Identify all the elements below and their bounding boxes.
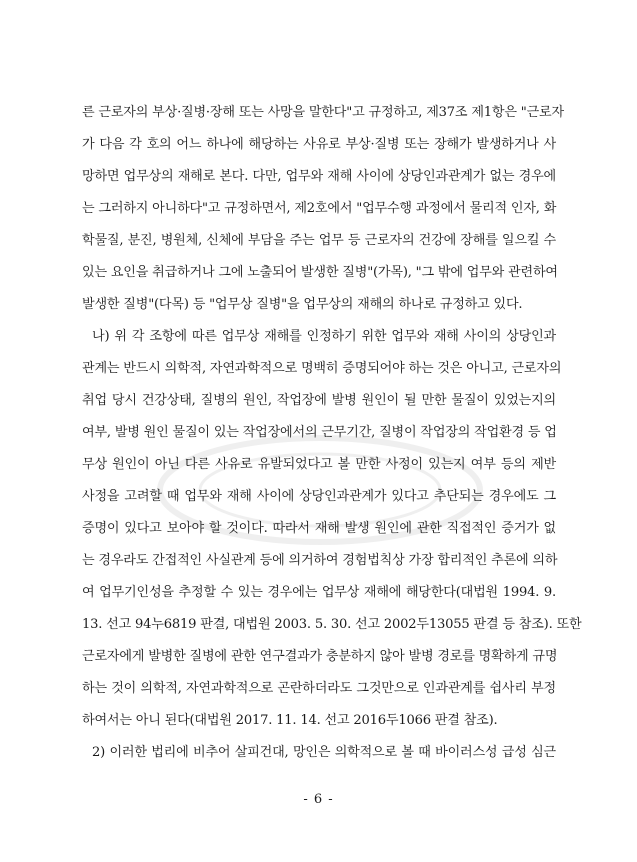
body-line: 학물질, 분진, 병원체, 신체에 부담을 주는 업무 등 근로자의 건강에 장해를 일으킬 수 xyxy=(82,233,556,248)
body-line: 사정을 고려할 때 업무와 재해 사이에 상당인과관계가 있다고 추단되는 경우에도 그 xyxy=(82,489,556,504)
body-line: 13. 선고 94누6819 판결, 대법원 2003. 5. 30. 선고 2002두13055 판결 등 참조). 또한 xyxy=(82,617,582,632)
body-line: 는 경우라도 간접적인 사실관계 등에 의거하여 경험법칙상 가장 합리적인 추론에 의하 xyxy=(82,553,558,568)
body-line: 가 다음 각 호의 어느 하나에 해당하는 사유로 부상·질병 또는 장해가 발생하거나 사 xyxy=(82,137,556,152)
body-line: 증명이 있다고 보아야 할 것이다. 따라서 재해 발생 원인에 관한 직접적인 증거가 없 xyxy=(82,521,556,536)
body-line: 른 근로자의 부상·질병·장해 또는 사망을 말한다"고 규정하고, 제37조 제1항은 "근로자 xyxy=(82,105,564,120)
page-number: - 6 - xyxy=(303,792,334,807)
body-line: 망하면 업무상의 재해로 본다. 다만, 업무와 재해 사이에 상당인과관계가 없는 경우에 xyxy=(82,169,556,184)
body-line: 발생한 질병"(다목) 등 "업무상 질병"을 업무상의 재해의 하나로 규정하고 있다. xyxy=(82,297,523,312)
paragraph-start-line: 2) 이러한 법리에 비추어 살피건대, 망인은 의학적으로 볼 때 바이러스성 급성 심근 xyxy=(92,745,557,760)
body-line: 는 그러하지 아니하다"고 규정하면서, 제2호에서 "업무수행 과정에서 물리적 인자, 화 xyxy=(82,201,557,216)
body-line: 관계는 반드시 의학적, 자연과학적으로 명백히 증명되어야 하는 것은 아니고, 근로자의 xyxy=(82,361,562,376)
body-line: 하여서는 아니 된다(대법원 2017. 11. 14. 선고 2016두1066 판결 참조). xyxy=(82,713,498,728)
body-line: 취업 당시 건강상태, 질병의 원인, 작업장에 발병 원인이 될 만한 물질이 있었는지의 xyxy=(82,393,556,408)
body-line: 근로자에게 발병한 질병에 관한 연구결과가 충분하지 않아 발병 경로를 명확하게 규명 xyxy=(82,649,558,664)
body-line: 여부, 발병 원인 물질이 있는 작업장에서의 근무기간, 질병이 작업장의 작업환경 등 업 xyxy=(82,425,557,440)
body-line: 있는 요인을 취급하거나 그에 노출되어 발생한 질병"(가목), "그 밖에 업무와 관련하여 xyxy=(82,265,558,280)
paragraph-start-line: 나) 위 각 조항에 따른 업무상 재해를 인정하기 위한 업무와 재해 사이의 상당인과 xyxy=(92,329,556,344)
body-line: 무상 원인이 아닌 다른 사유로 유발되었다고 볼 만한 사정이 있는지 여부 등의 제반 xyxy=(82,457,556,472)
body-line: 하는 것이 의학적, 자연과학적으로 곤란하더라도 그것만으로 인과관계를 쉽사리 부정 xyxy=(82,681,556,696)
body-line: 여 업무기인성을 추정할 수 있는 경우에는 업무상 재해에 해당한다(대법원 1994. 9. xyxy=(82,585,556,600)
